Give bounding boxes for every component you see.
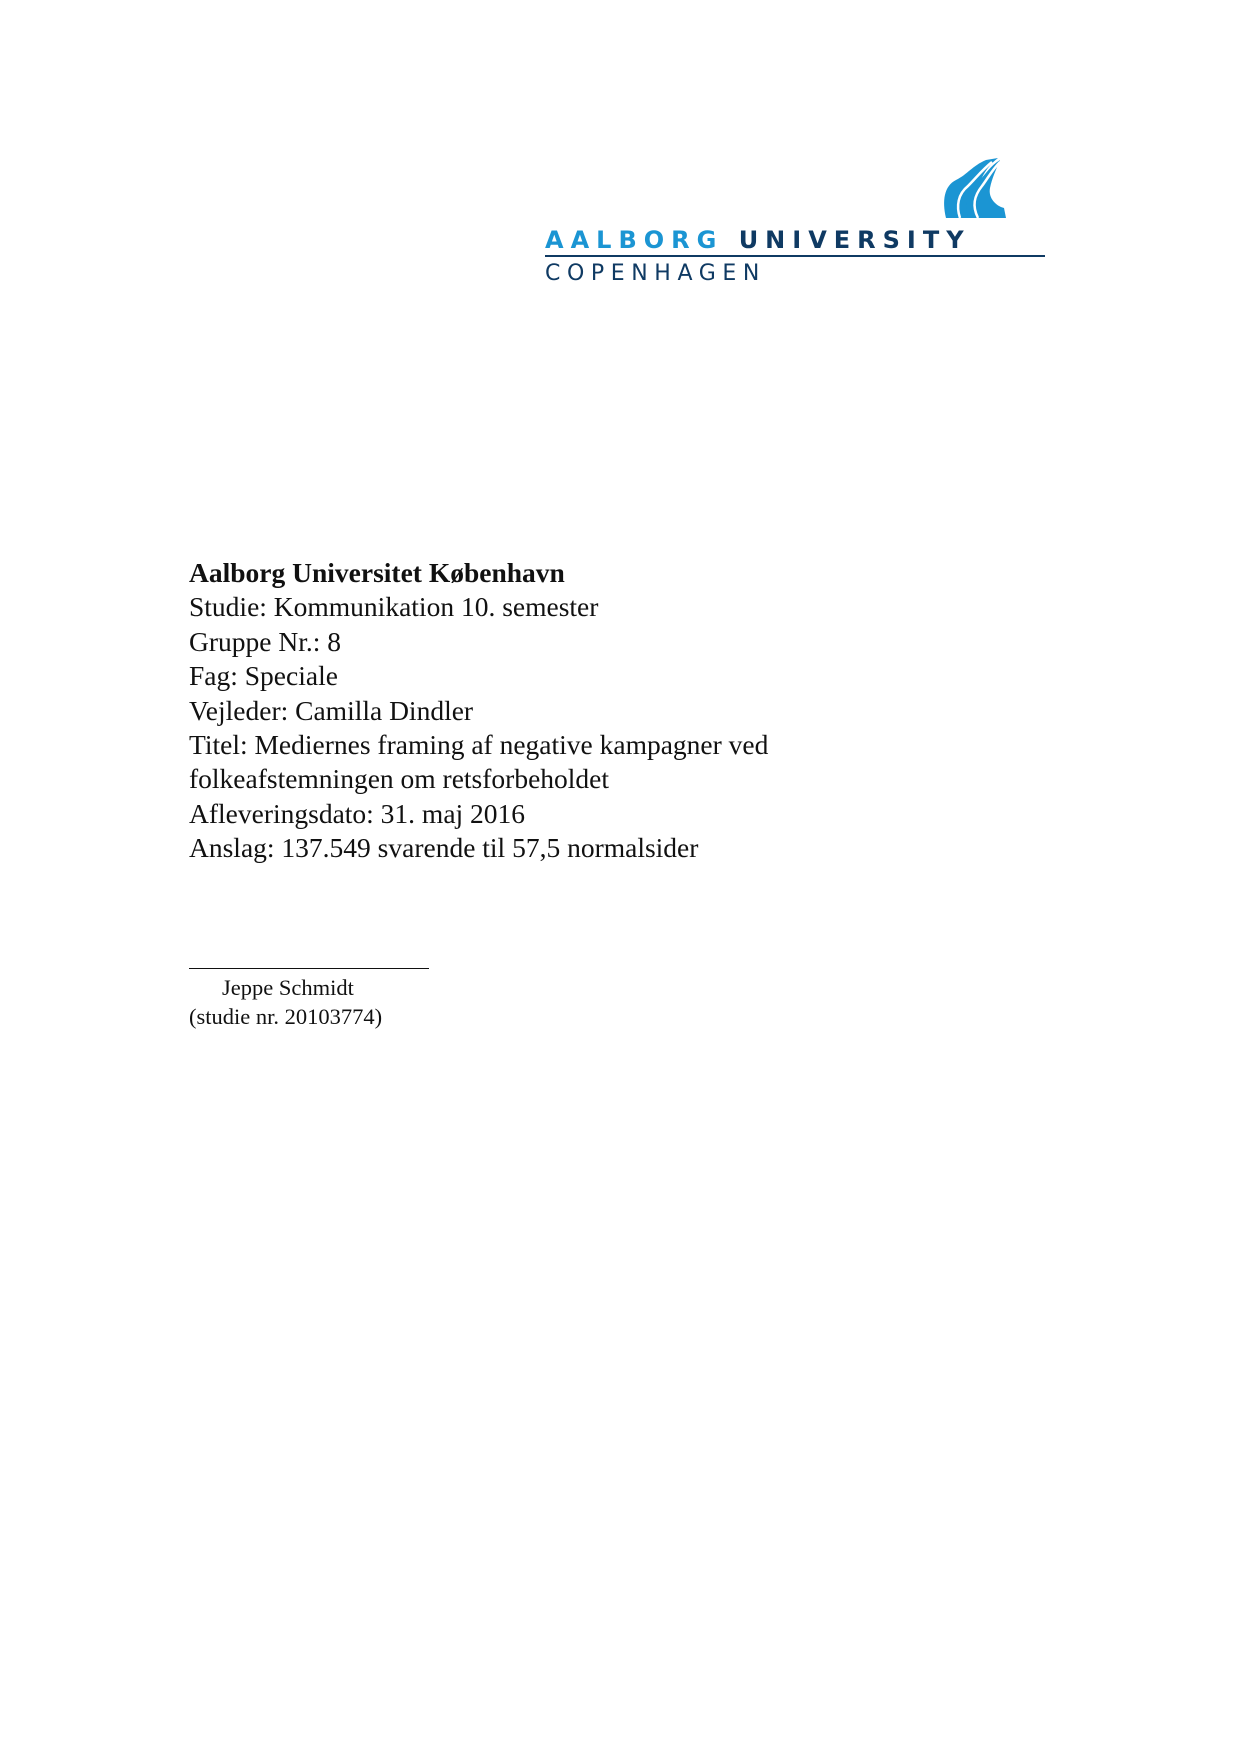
- info-line-group: Gruppe Nr.: 8: [189, 625, 341, 657]
- logo-subtitle: COPENHAGEN: [545, 261, 766, 286]
- info-line-title: Titel: Mediernes framing af negative kampagner ved: [189, 729, 769, 761]
- info-line-date: Afleveringsdato: 31. maj 2016: [189, 797, 526, 829]
- signature-name: Jeppe Schmidt: [222, 975, 354, 1000]
- university-logo: [545, 156, 1045, 286]
- info-line-subject: Fag: Speciale: [189, 660, 338, 692]
- signature-block: [189, 968, 429, 1031]
- info-line-study: Studie: Kommunikation 10. semester: [189, 591, 599, 623]
- info-line-characters: Anslag: 137.549 svarende til 57,5 normalsider: [189, 832, 699, 864]
- logo-wordmark: [545, 226, 971, 254]
- info-line-supervisor: Vejleder: Camilla Dindler: [189, 694, 474, 726]
- student-number: (studie nr. 20103774): [189, 1004, 383, 1029]
- title-info-block: [189, 556, 768, 866]
- info-line-title-cont: folkeafstemningen om retsforbeholdet: [189, 763, 610, 795]
- logo-university: UNIVERSITY: [738, 226, 971, 254]
- logo-divider: [545, 255, 1045, 257]
- waves-logo-icon: [938, 156, 1008, 220]
- institution-heading: Aalborg Universitet København: [189, 557, 565, 588]
- logo-aalborg: AALBORG: [545, 226, 724, 254]
